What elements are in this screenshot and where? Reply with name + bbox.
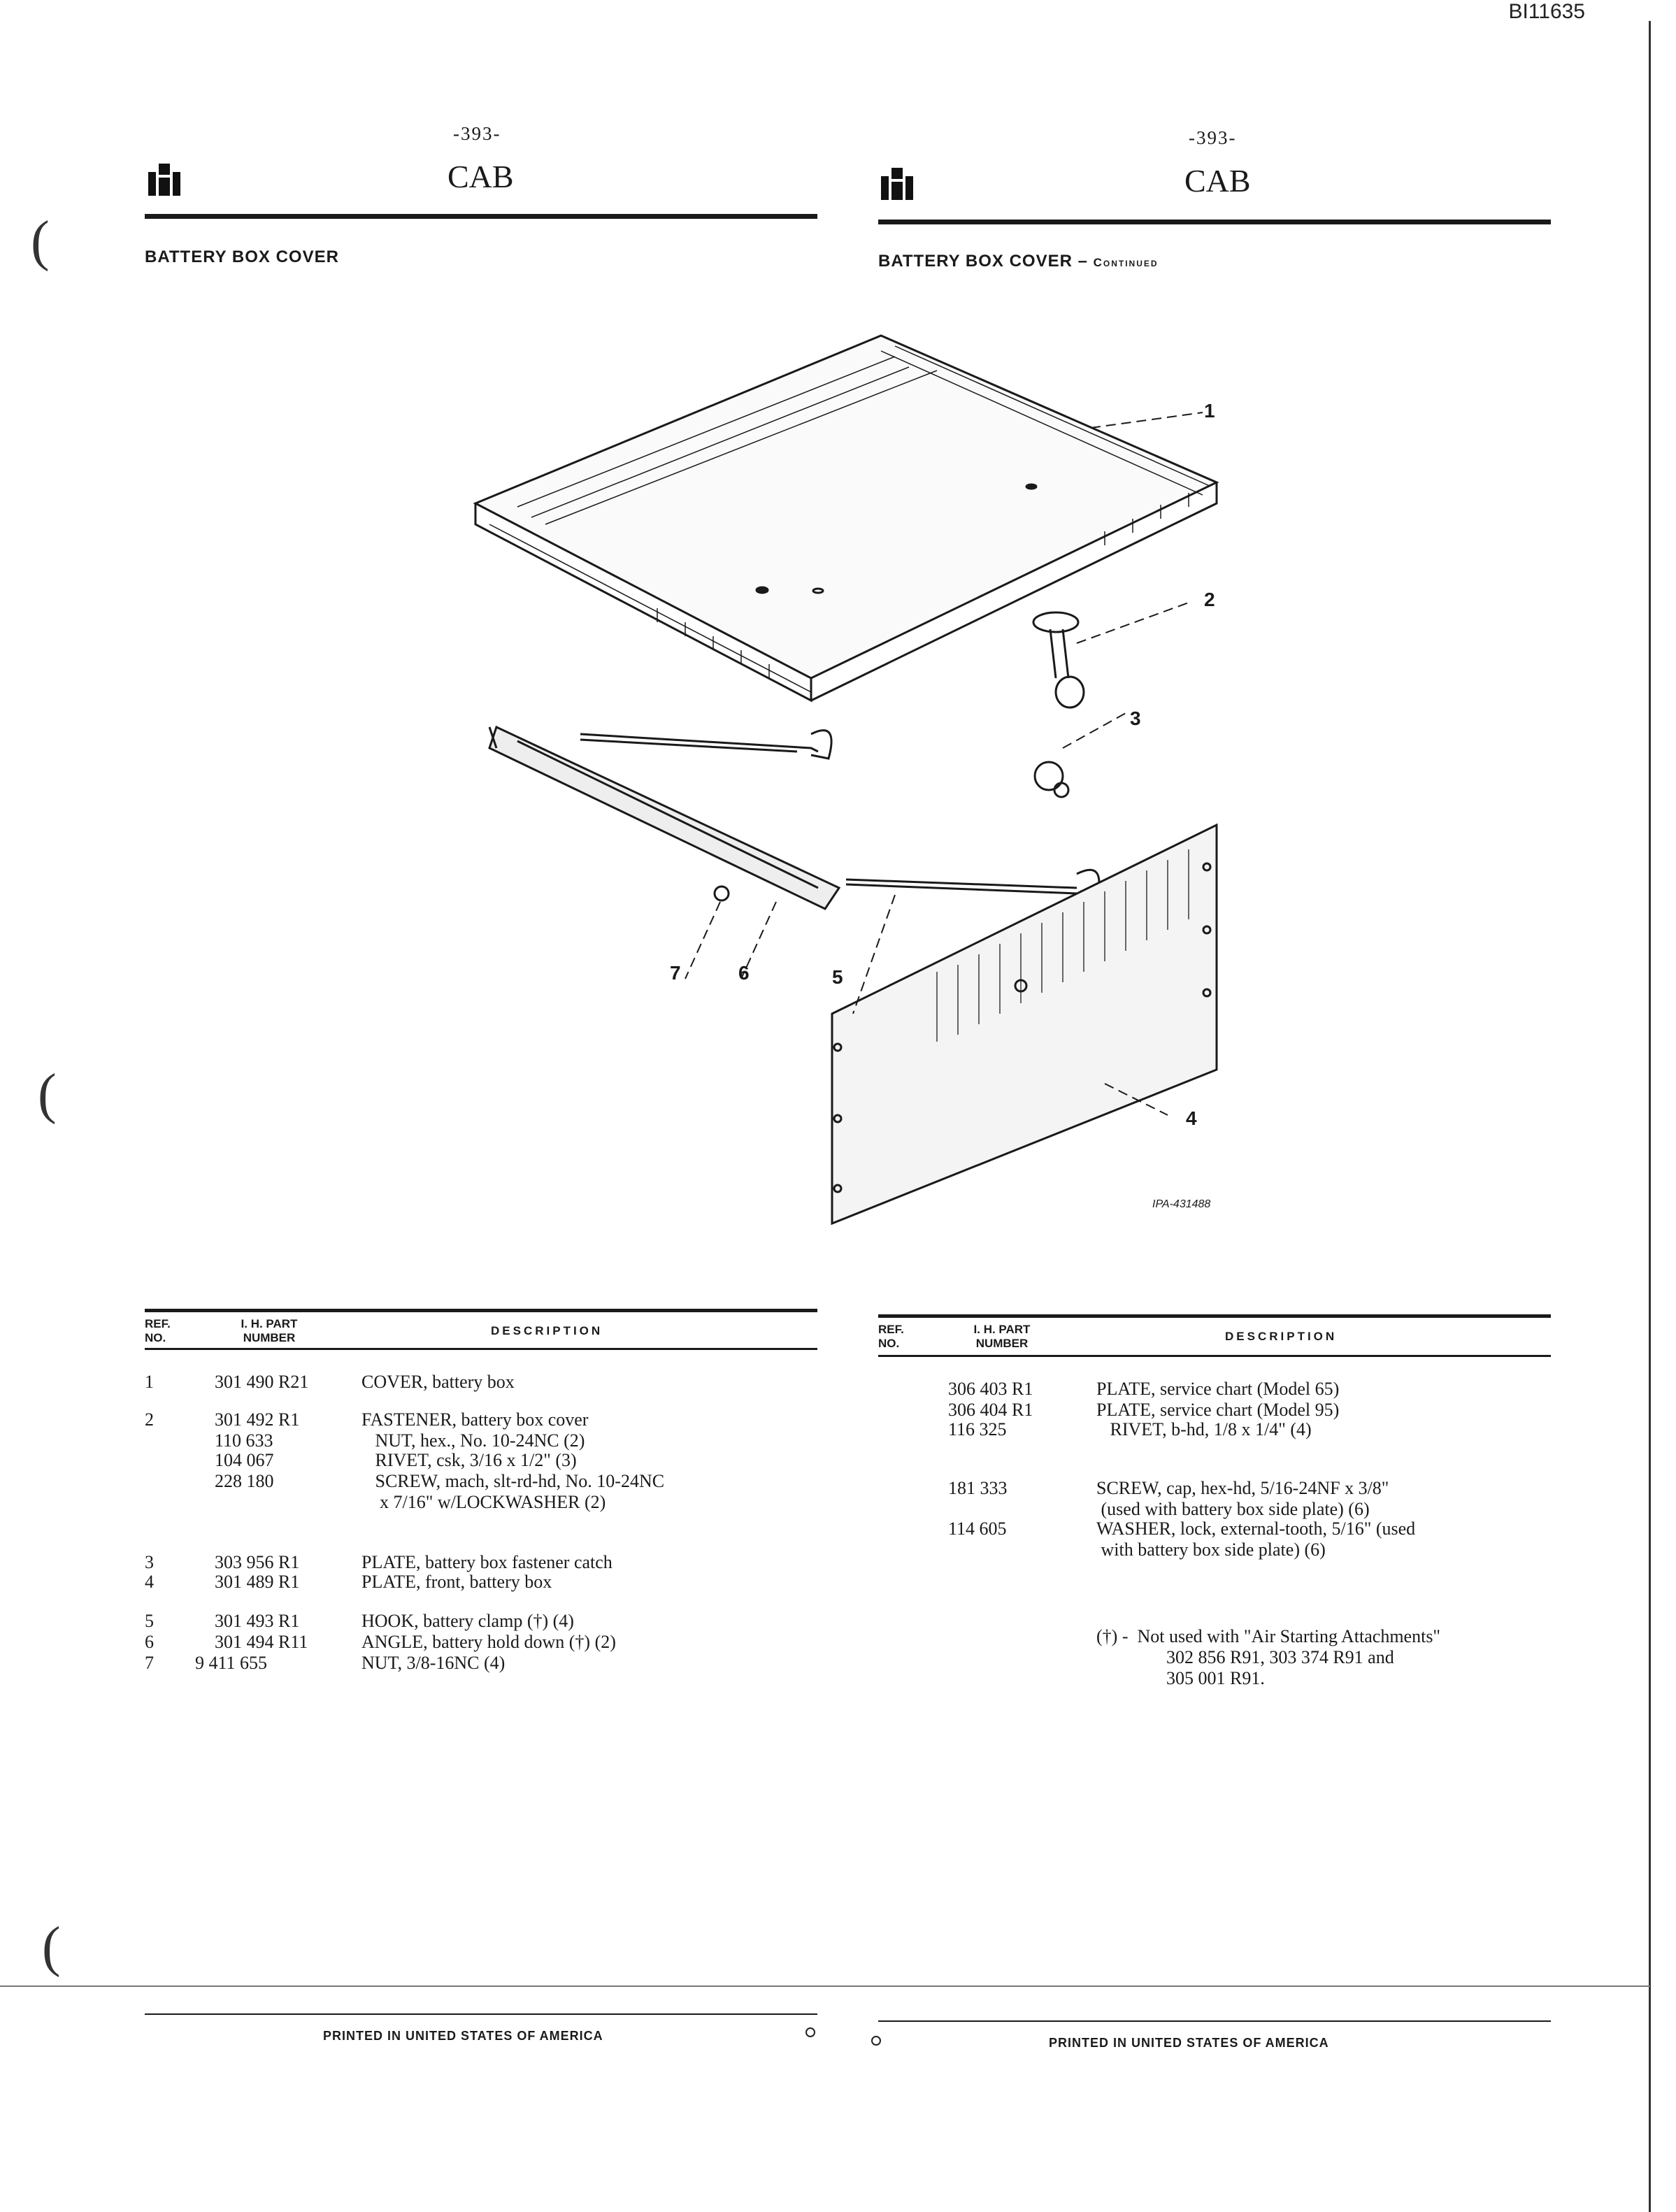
desc-cell: COVER, battery box [361, 1372, 515, 1392]
right-header-rule [878, 220, 1551, 224]
ref-header-line2: NO. [878, 1337, 900, 1350]
part-header-line1: I. H. PART [241, 1317, 298, 1330]
figure-id: IPA-431488 [1152, 1198, 1211, 1210]
right-footer: PRINTED IN UNITED STATES OF AMERICA [1049, 2036, 1329, 2050]
desc-cell: FASTENER, battery box cover [361, 1409, 589, 1430]
ih-logo-icon [147, 162, 182, 197]
part-cell: 181 333 [948, 1478, 1008, 1498]
desc-cell: RIVET, b-hd, 1/8 x 1/4" (4) [1096, 1419, 1312, 1439]
part-cell: 116 325 [948, 1419, 1007, 1439]
left-part-header [224, 1317, 315, 1345]
callout-6: 6 [738, 962, 750, 984]
right-table-header-rule [878, 1355, 1551, 1357]
right-table-top-rule [878, 1314, 1551, 1318]
part-cell: 228 180 [215, 1471, 274, 1491]
part-cell: 301 494 R11 [215, 1632, 308, 1652]
ref-cell: 2 [145, 1409, 154, 1430]
binder-hole-mark: ( [38, 1063, 57, 1125]
part-cell: 114 605 [948, 1518, 1007, 1539]
desc-cell: PLATE, service chart (Model 95) [1096, 1400, 1340, 1420]
footnote-line: 302 856 R91, 303 374 R91 and [1166, 1647, 1394, 1667]
part-cell: 9 411 655 [195, 1653, 268, 1673]
left-table-header-rule [145, 1348, 817, 1350]
part-cell: 306 403 R1 [948, 1379, 1033, 1399]
desc-cell: HOOK, battery clamp (†) (4) [361, 1611, 574, 1631]
right-ref-header [878, 1323, 920, 1351]
desc-cell: (used with battery box side plate) (6) [1096, 1499, 1370, 1519]
footnote-line: 305 001 R91. [1166, 1668, 1265, 1688]
document-id: BI11635 [1508, 0, 1585, 23]
part-cell: 110 633 [215, 1430, 273, 1451]
callout-7: 7 [670, 962, 681, 984]
left-page-title: CAB [447, 159, 514, 194]
ref-cell: 1 [145, 1372, 154, 1392]
desc-cell: PLATE, battery box fastener catch [361, 1552, 613, 1572]
callout-3: 3 [1130, 708, 1141, 729]
desc-cell: RIVET, csk, 3/16 x 1/2" (3) [361, 1450, 577, 1470]
scan-edge-line [1649, 21, 1651, 2212]
desc-cell: x 7/16" w/LOCKWASHER (2) [361, 1492, 606, 1512]
callout-4: 4 [1186, 1107, 1197, 1129]
circle-mark [805, 2027, 815, 2037]
part-cell: 301 490 R21 [215, 1372, 309, 1392]
callout-2: 2 [1204, 589, 1215, 610]
ref-header-line1: REF. [145, 1317, 171, 1330]
footnote-line: (†) - Not used with "Air Starting Attachments" [1096, 1626, 1441, 1646]
desc-cell: WASHER, lock, external-tooth, 5/16" (used [1096, 1518, 1416, 1539]
part-cell: 301 489 R1 [215, 1572, 300, 1592]
ref-cell: 5 [145, 1611, 154, 1631]
binder-hole-mark: ( [31, 210, 50, 272]
page-separator [0, 1985, 1650, 1987]
ih-logo-icon [880, 166, 915, 201]
ref-cell: 4 [145, 1572, 154, 1592]
desc-cell: SCREW, cap, hex-hd, 5/16-24NF x 3/8" [1096, 1478, 1389, 1498]
part-header-line2: NUMBER [243, 1331, 296, 1344]
right-page-title: CAB [1184, 163, 1251, 199]
left-footer-rule [145, 2013, 817, 2015]
left-header-rule [145, 214, 817, 219]
exploded-parts-illustration [447, 315, 1245, 1237]
right-part-header [957, 1323, 1047, 1351]
right-page-number: -393- [1189, 127, 1237, 148]
desc-cell: NUT, 3/8-16NC (4) [361, 1653, 506, 1673]
ref-cell: 6 [145, 1632, 154, 1652]
right-desc-header: DESCRIPTION [1225, 1330, 1338, 1343]
part-cell: 301 492 R1 [215, 1409, 300, 1430]
part-cell: 104 067 [215, 1450, 274, 1470]
circle-mark [871, 2036, 881, 2046]
ref-cell: 3 [145, 1552, 154, 1572]
left-ref-header [145, 1317, 187, 1345]
right-footer-rule [878, 2020, 1551, 2022]
left-table-top-rule [145, 1309, 817, 1312]
callout-1: 1 [1204, 400, 1215, 422]
left-section-title: BATTERY BOX COVER [145, 247, 339, 266]
desc-cell: SCREW, mach, slt-rd-hd, No. 10-24NC [361, 1471, 665, 1491]
part-cell: 301 493 R1 [215, 1611, 300, 1631]
part-cell: 303 956 R1 [215, 1552, 300, 1572]
binder-hole-mark: ( [42, 1916, 61, 1978]
left-desc-header: DESCRIPTION [491, 1324, 603, 1337]
right-section-title: BATTERY BOX COVER – Continued [878, 252, 1159, 271]
ref-cell: 7 [145, 1653, 154, 1673]
desc-cell: NUT, hex., No. 10-24NC (2) [361, 1430, 585, 1451]
left-footer: PRINTED IN UNITED STATES OF AMERICA [323, 2029, 603, 2043]
left-page-number: -393- [453, 123, 501, 144]
desc-cell: with battery box side plate) (6) [1096, 1539, 1326, 1560]
desc-cell: PLATE, front, battery box [361, 1572, 552, 1592]
desc-cell: ANGLE, battery hold down (†) (2) [361, 1632, 616, 1652]
right-section-label: BATTERY BOX COVER [878, 252, 1073, 271]
ref-header-line2: NO. [145, 1331, 166, 1344]
callout-5: 5 [832, 966, 843, 988]
part-cell: 306 404 R1 [948, 1400, 1033, 1420]
section-continued: Continued [1093, 256, 1159, 269]
part-header-line1: I. H. PART [973, 1323, 1031, 1336]
part-header-line2: NUMBER [975, 1337, 1029, 1350]
ref-header-line1: REF. [878, 1323, 904, 1336]
desc-cell: PLATE, service chart (Model 65) [1096, 1379, 1340, 1399]
